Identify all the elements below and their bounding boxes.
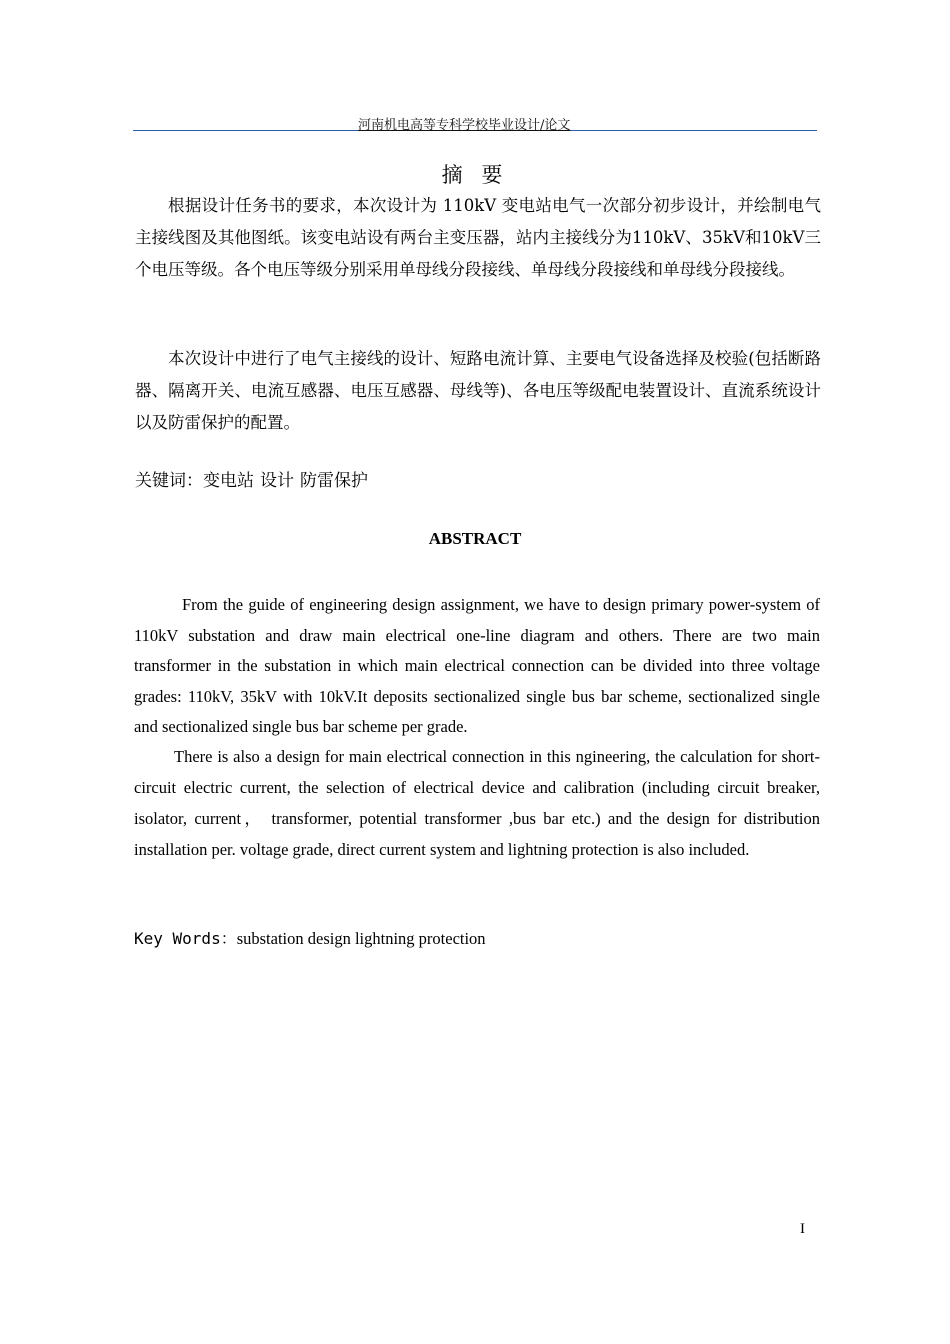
header-school-title: 河南机电高等专科学校毕业设计/论文 [358, 118, 571, 133]
chinese-keywords-label: 关键词： [135, 471, 203, 491]
english-keywords-label: Key Words： [134, 929, 237, 948]
english-keywords [134, 926, 486, 949]
chinese-abstract-paragraph-1: 根据设计任务书的要求，本次设计为 110kV 变电站电气一次部分初步设计，并绘制电气主接线图及其他图纸。该变电站设有两台主变压器，站内主接线分为110kV、35kV和10kV三个电压等级。各个电压等级分别采用单母线分段接线、单母线分段接线和单母线分段接线。 [135, 196, 821, 279]
english-abstract-title: ABSTRACT [428, 529, 522, 548]
chinese-abstract-paragraph-2: 本次设计中进行了电气主接线的设计、短路电流计算、主要电气设备选择及校验(包括断路器、隔离开关、电流互感器、电压互感器、母线等)、各电压等级配电装置设计、直流系统设计以及防雷保护的配置。 [135, 349, 821, 432]
page-number: I [800, 1221, 805, 1237]
chinese-keyword: 变电站 [203, 471, 254, 491]
chinese-abstract-title: 摘 要 [441, 163, 509, 187]
english-abstract-paragraph-1: From the guide of engineering design assignment, we have to design primary power-system of 110kV substation and draw main electrical one-line diagram and others. There are two main transformer in the substation in which main electrical connection can be divided into three voltage grades: 110kV, 35kV with 10kV.It deposits sectionalized single bus bar scheme, sectionalized single and sectionalized single bus bar scheme per grade. [134, 595, 820, 736]
chinese-keywords [135, 466, 374, 491]
chinese-keyword: 防雷保护 [300, 471, 368, 491]
chinese-keyword: 设计 [260, 471, 294, 491]
english-abstract-paragraph-2: There is also a design for main electrical connection in this ngineering, the calculation for short-circuit electric current, the selection of electrical device and calibration (including circuit breaker, isolator, current， transformer, potential transformer ,bus bar etc.) and the design for distribution installation per. voltage grade, direct current system and lightning protection is also included. [134, 747, 820, 859]
english-keywords-value: substation design lightning protection [236, 929, 486, 948]
